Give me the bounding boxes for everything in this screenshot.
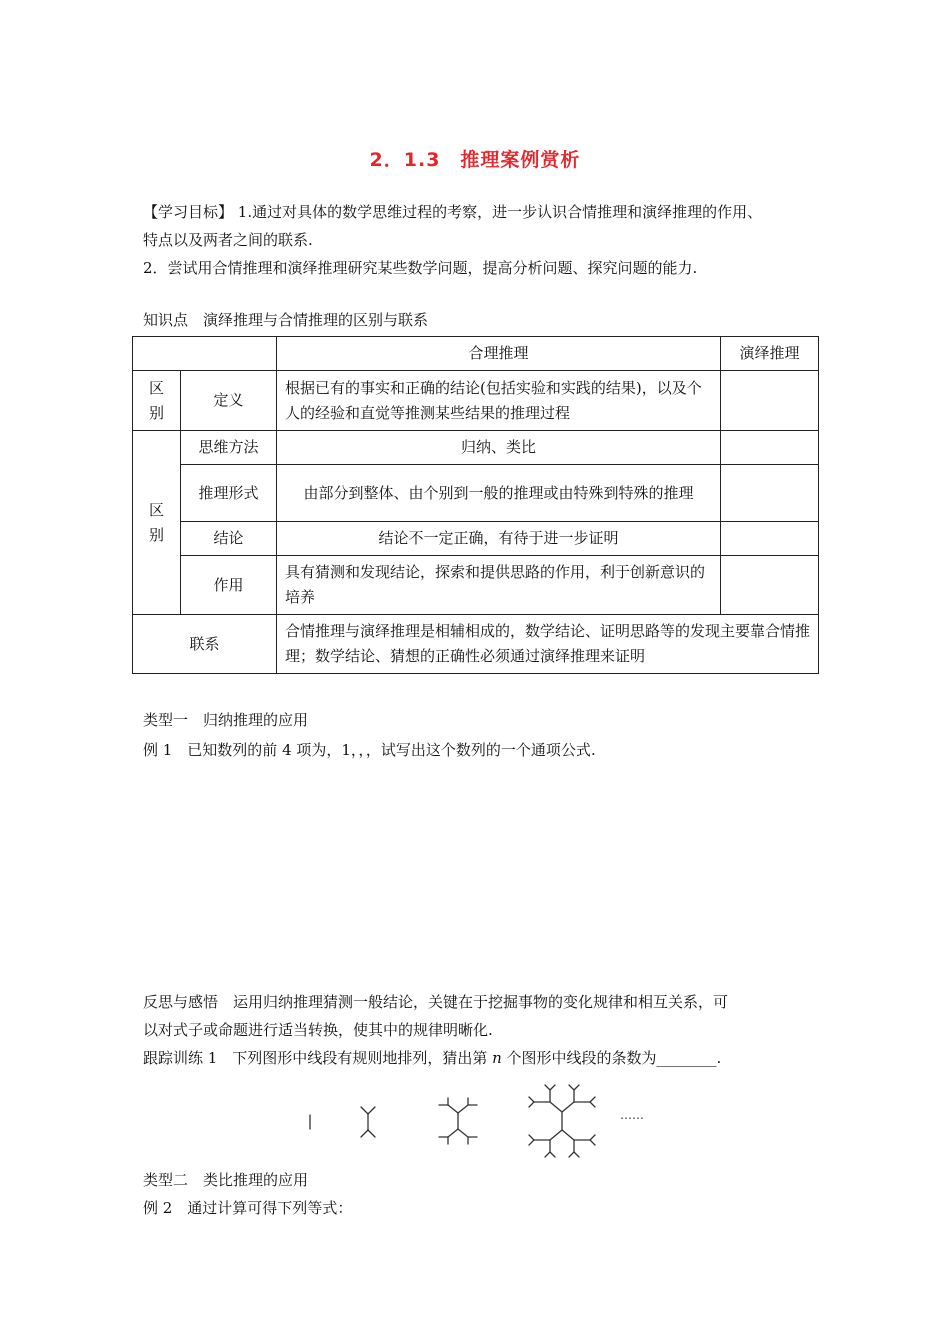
- table-row-role: [133, 556, 819, 615]
- form-text: 由部分到整体、由个别到一般的推理或由特殊到特殊的推理: [277, 465, 721, 522]
- example2-text: 例 2 通过计算可得下列等式：: [143, 1199, 353, 1217]
- role-deductive-cell: [721, 556, 819, 615]
- table-header-deductive: 演绎推理: [721, 337, 819, 371]
- learning-goals-line-3: 2．尝试用合情推理和演绎推理研究某些数学问题，提高分析问题、探究问题的能力.: [143, 259, 698, 277]
- method-text: 归纳、类比: [277, 431, 721, 465]
- fig3-tree: [439, 1098, 477, 1144]
- page-title: 2．1.3 推理案例赏析: [369, 149, 581, 171]
- role-text: 具有猜测和发现结论，探索和提供思路的作用，利于创新意识的培养: [277, 556, 721, 615]
- group-label-distinction-2: 区 别: [133, 431, 181, 615]
- row-label-role: 作用: [181, 556, 277, 615]
- row-label-definition: 定义: [181, 371, 277, 431]
- row-label-connection: 联系: [133, 615, 277, 674]
- table-corner-cell: [133, 337, 277, 371]
- learning-goals-line-2: 特点以及两者之间的联系.: [143, 231, 313, 249]
- learning-goals-label: 【学习目标】: [143, 203, 234, 221]
- learning-goals-line-1: [143, 202, 762, 222]
- form-deductive-cell: [721, 465, 819, 522]
- fig2-tree: [361, 1107, 375, 1137]
- practice1-text: [143, 1048, 721, 1068]
- branching-figures: [290, 1080, 670, 1160]
- practice1-prefix: 跟踪训练 1 下列图形中线段有规则地排列，猜出第: [143, 1049, 493, 1067]
- table-header-heuristic: 合理推理: [277, 337, 721, 371]
- row-label-conclusion: 结论: [181, 522, 277, 556]
- comparison-table: [132, 336, 819, 674]
- fig4-tree: [529, 1085, 595, 1157]
- method-deductive-cell: [721, 431, 819, 465]
- reflection-line-1: 反思与感悟 运用归纳推理猜测一般结论，关键在于挖掘事物的变化规律和相互关系，可: [143, 993, 729, 1011]
- type2-heading: 类型二 类比推理的应用: [143, 1171, 309, 1189]
- example1-text: 例 1 已知数列的前 4 项为，1，，，试写出这个数列的一个通项公式.: [143, 741, 596, 759]
- definition-deductive-cell: [721, 371, 819, 431]
- conclusion-text: 结论不一定正确，有待于进一步证明: [277, 522, 721, 556]
- connection-text: 合情推理与演绎推理是相辅相成的，数学结论、证明思路等的发现主要靠合情推理；数学结论、猜想的正确性必须通过演绎推理来证明: [277, 615, 819, 674]
- table-header-row: [133, 337, 819, 371]
- knowledge-heading: 知识点 演绎推理与合情推理的区别与联系: [143, 311, 429, 329]
- row-label-form: 推理形式: [181, 465, 277, 522]
- reflection-line-2: 以对式子或命题进行适当转换，使其中的规律明晰化.: [143, 1021, 493, 1039]
- learning-goals-text-1: 1.通过对具体的数学思维过程的考察，进一步认识合情推理和演绎推理的作用、: [237, 203, 763, 221]
- practice1-variable-n: n: [492, 1049, 502, 1067]
- table-row-connection: [133, 615, 819, 674]
- table-row-form: [133, 465, 819, 522]
- definition-text: 根据已有的事实和正确的结论(包括实验和实践的结果)，以及个人的经验和直觉等推测某些结果的推理过程: [277, 371, 721, 431]
- table-row-conclusion: [133, 522, 819, 556]
- row-label-method: 思维方法: [181, 431, 277, 465]
- practice1-suffix: 个图形中线段的条数为________.: [501, 1049, 722, 1067]
- conclusion-deductive-cell: [721, 522, 819, 556]
- type1-heading: 类型一 归纳推理的应用: [143, 711, 309, 729]
- table-row-method: [133, 431, 819, 465]
- figure-ellipsis: ……: [620, 1108, 644, 1122]
- group-label-distinction-1: 区 别: [133, 371, 181, 431]
- table-row-definition: [133, 371, 819, 431]
